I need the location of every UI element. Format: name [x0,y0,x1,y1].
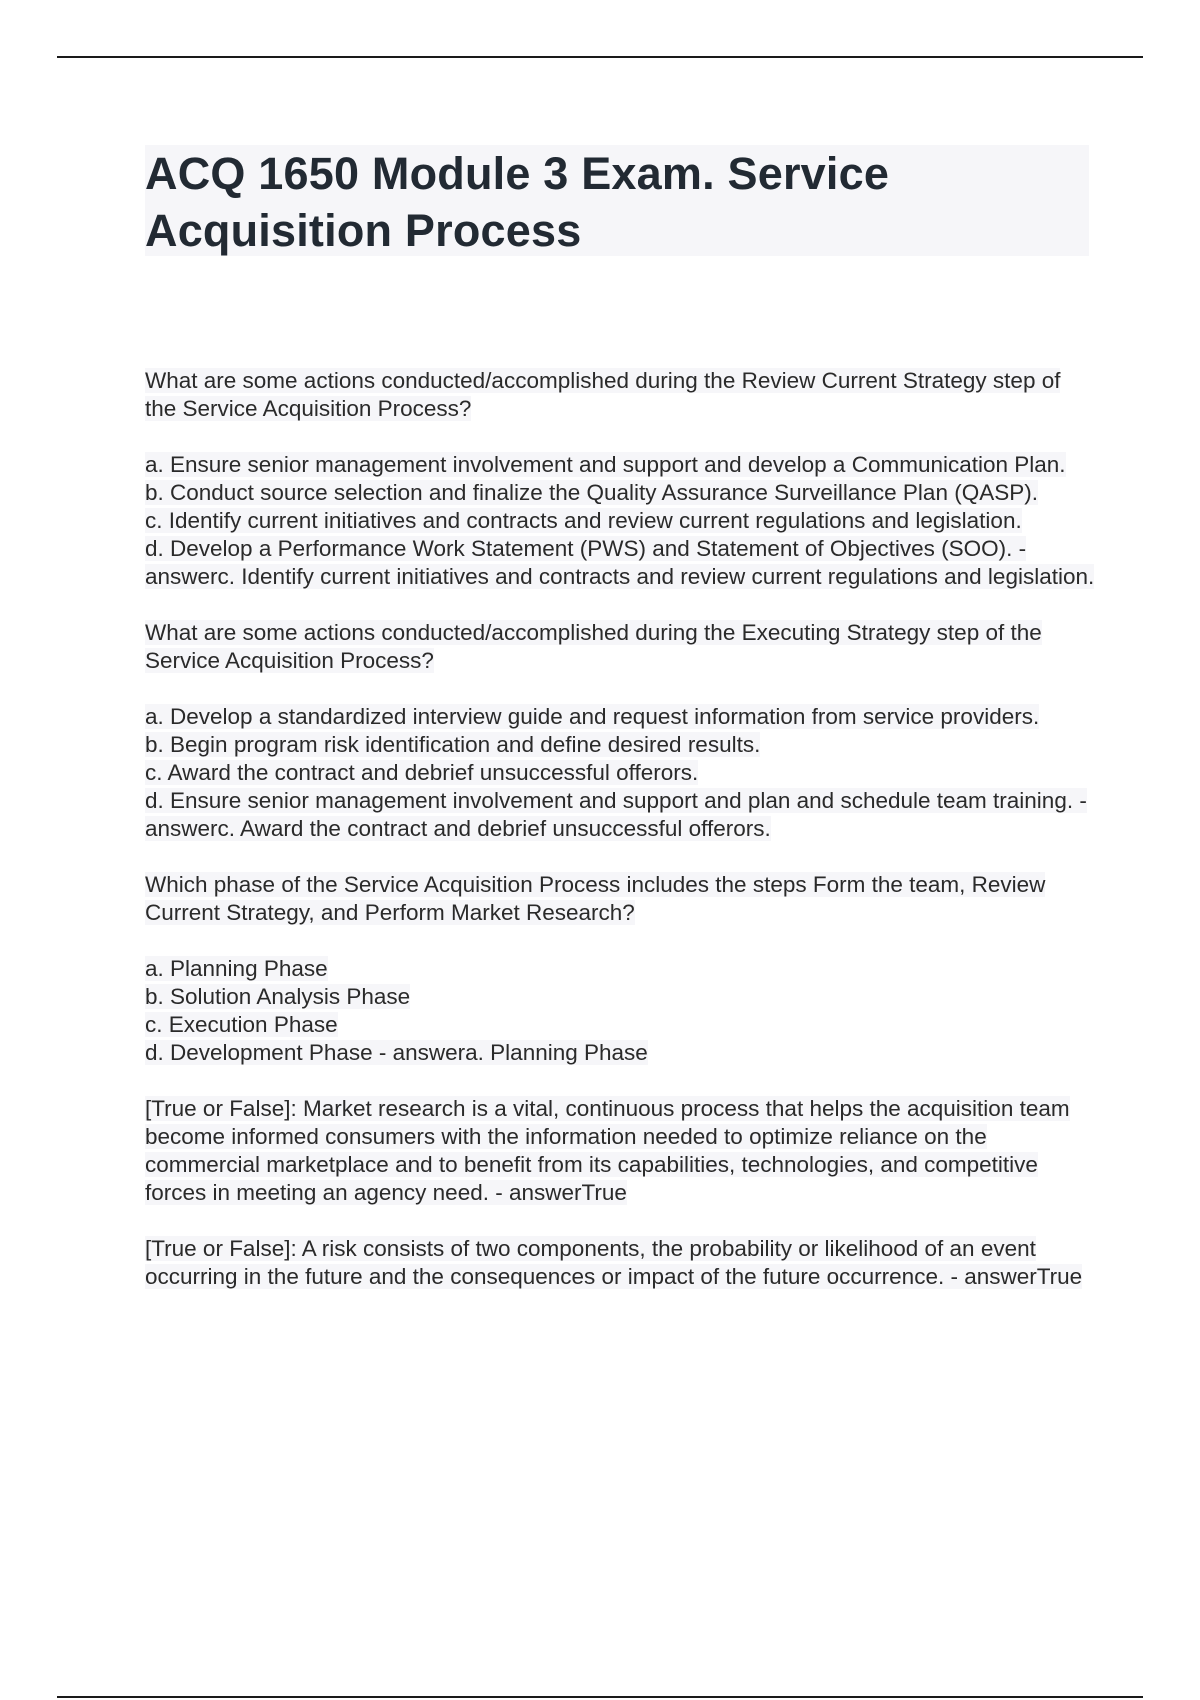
question-2 [145,619,1095,675]
document-body [145,367,1095,1291]
page-title-line-2: Acquisition Process [145,205,582,256]
bottom-rule [57,1696,1143,1698]
statement-1 [145,1095,1095,1207]
question-3-options [145,955,1095,1067]
question-2-options [145,703,1095,843]
question-1 [145,367,1095,423]
statement-2-text: [True or False]: A risk consists of two components, the probability or likelihood of an event occurring in the future and the consequences or impact of the future occurrence. - answerTrue [145,1236,1083,1289]
question-3-options-text: a. Planning Phase b. Solution Analysis Phase c. Execution Phase d. Development Phase - answera. Planning Phase [145,956,648,1065]
question-2-options-text: a. Develop a standardized interview guide and request information from service providers. b. Begin program risk identification and define desired results. c. Award the contract and debrief unsuccessful offerors. d. Ensure senior management involvement and support and plan and schedule team training. - answerc. Award the contract and debrief unsuccessful offerors. [145,704,1087,841]
question-1-text: What are some actions conducted/accomplished during the Review Current Strategy step of the Service Acquisition Process? [145,368,1061,421]
question-3-text: Which phase of the Service Acquisition Process includes the steps Form the team, Review Current Strategy, and Perform Market Research? [145,872,1046,925]
question-1-options [145,451,1095,591]
top-rule [57,56,1143,58]
question-3 [145,871,1095,927]
statement-2 [145,1235,1095,1291]
statement-1-text: [True or False]: Market research is a vital, continuous process that helps the acquisition team become informed consumers with the information needed to optimize reliance on the commercial marketplace and to benefit from its capabilities, technologies, and competitive forces in meeting an agency need. - answerTrue [145,1096,1070,1205]
question-2-text: What are some actions conducted/accomplished during the Executing Strategy step of the Service Acquisition Process? [145,620,1042,673]
page-title-line-1: ACQ 1650 Module 3 Exam. Service [145,148,890,199]
page-title [145,145,1089,259]
question-1-options-text: a. Ensure senior management involvement and support and develop a Communication Plan. b. Conduct source selection and finalize the Quality Assurance Surveillance Plan (QASP). c. Identify current initiatives and contracts and review current regulations and legislation. d. Develop a Performance Work Statement (PWS) and Statement of Objectives (SOO). - answerc. Identify current initiatives and contracts and review current regulations and legislation. [145,452,1095,589]
title-block [145,145,1089,256]
